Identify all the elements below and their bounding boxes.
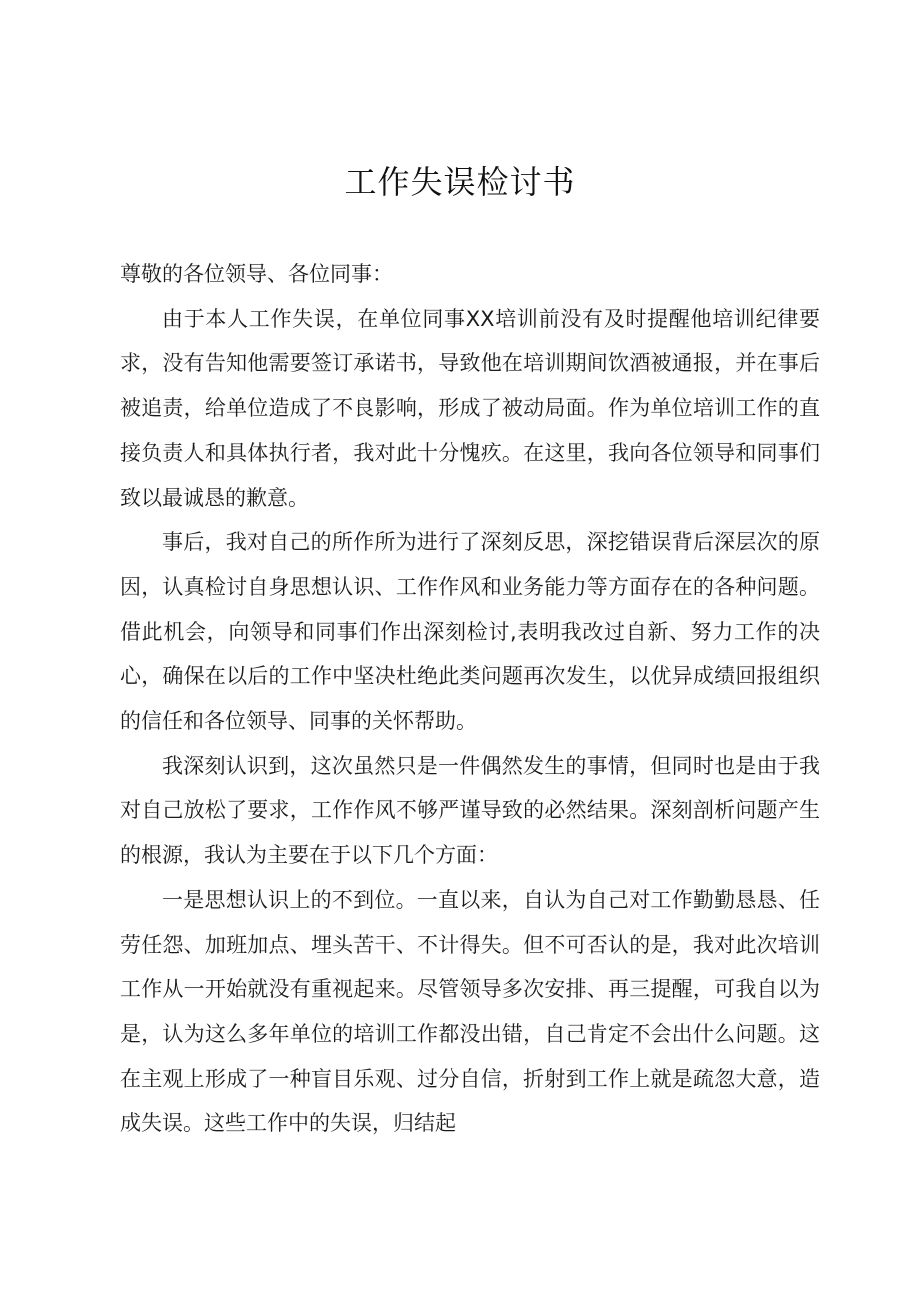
paragraph-1: 由于本人工作失误，在单位同事XX培训前没有及时提醒他培训纪律要求，没有告知他需要签订承诺书，导致他在培训期间饮酒被通报，并在事后被追责，给单位造成了不良影响，形成了被动局面。作为单位培训工作的直接负责人和具体执行者，我对此十分愧疚。在这里，我向各位领导和同事们致以最诚恳的歉意。: [120, 306, 820, 510]
paragraph-4: 一是思想认识上的不到位。一直以来，自认为自己对工作勤勤恳恳、任劳任怨、加班加点、埋头苦干、不计得失。但不可否认的是，我对此次培训工作从一开始就没有重视起来。尽管领导多次安排、再三提醒，可我自以为是，认为这么多年单位的培训工作都没出错，自己肯定不会出什么问题。这在主观上形成了一种盲目乐观、过分自信，折射到工作上就是疏忽大意，造成失误。这些工作中的失误，归结起: [120, 887, 820, 1136]
document-body: [120, 252, 820, 1146]
document-title: 工作失误检讨书: [344, 163, 576, 201]
salutation: 尊敬的各位领导、各位同事：: [120, 262, 393, 286]
paragraph-2: 事后，我对自己的所作所为进行了深刻反思，深挖错误背后深层次的原因，认真检讨自身思想认识、工作作风和业务能力等方面存在的各种问题。借此机会，向领导和同事们作出深刻检讨,表明我改过自新、努力工作的决心，确保在以后的工作中坚决杜绝此类问题再次发生，以优异成绩回报组织的信任和各位领导、同事的关怀帮助。: [120, 530, 820, 734]
paragraph-3: 我深刻认识到，这次虽然只是一件偶然发生的事情，但同时也是由于我对自己放松了要求，工作作风不够严谨导致的必然结果。深刻剖析问题产生的根源，我认为主要在于以下几个方面：: [120, 753, 820, 868]
